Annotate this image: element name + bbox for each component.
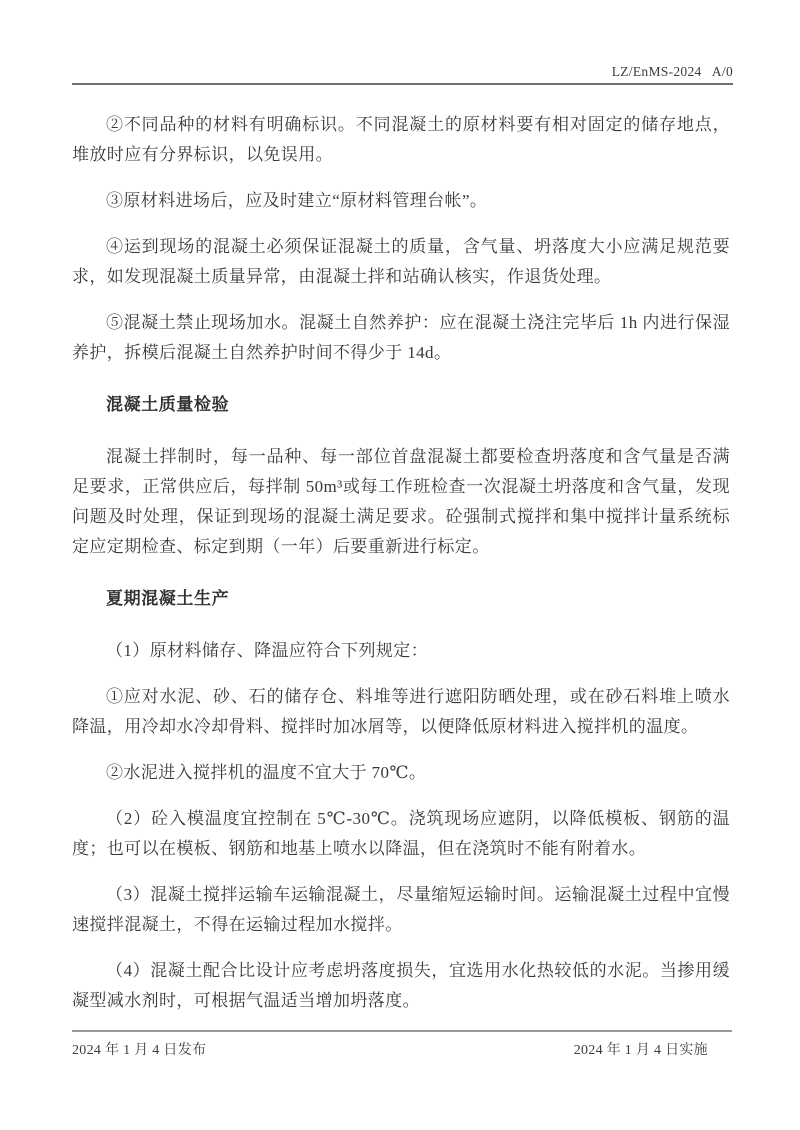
paragraph-storage-cooling-intro: （1）原材料储存、降温应符合下列规定： xyxy=(106,641,429,660)
paragraph-mixing-inspection: 混凝土拌制时，每一品种、每一部位首盘混凝土都要检查坍落度和含气量是否满足要求，正常供应后，每拌制 50m³或每工作班检查一次混凝土坍落度和含气量，发现问题及时处理，保证到现场的混凝土满足要求。砼强制式搅拌和集中搅拌计量系统标定应定期检查、标定到期（一年）后要重新进行标定。 xyxy=(72,447,730,556)
paragraph-delivery-quality: ④运到现场的混凝土必须保证混凝土的质量，含气量、坍落度大小应满足规范要求，如发现混凝土质量异常，由混凝土拌和站确认核实，作退货处理。 xyxy=(72,237,730,286)
document-code: LZ/EnMS-2024 A/0 xyxy=(611,64,733,79)
document-body xyxy=(72,85,730,1016)
heading-summer-concrete-production: 夏期混凝土生产 xyxy=(106,589,230,608)
paragraph-mold-temperature: （2）砼入模温度宜控制在 5℃-30℃。浇筑现场应遮阴，以降低模板、钢筋的温度；也可以在模板、钢筋和地基上喷水以降温，但在浇筑时不能有附着水。 xyxy=(72,809,730,858)
implement-date: 2024 年 1 月 4 日实施 xyxy=(573,1043,708,1058)
paragraph-material-marking: ②不同品种的材料有明确标识。不同混凝土的原材料要有相对固定的储存地点，堆放时应有分界标识，以免误用。 xyxy=(72,115,730,164)
document-header xyxy=(72,0,733,85)
paragraph-transport-rules: （3）混凝土搅拌运输车运输混凝土，尽量缩短运输时间。运输混凝土过程中宜慢速搅拌混凝土，不得在运输过程加水搅拌。 xyxy=(72,885,730,934)
paragraph-shading-cooling: ①应对水泥、砂、石的储存仓、料堆等进行遮阳防晒处理，或在砂石料堆上喷水降温，用冷却水冷却骨料、搅拌时加冰屑等，以便降低原材料进入搅拌机的温度。 xyxy=(72,687,730,736)
footer-dates xyxy=(72,1032,732,1059)
paragraph-material-ledger: ③原材料进场后，应及时建立“原材料管理台帐”。 xyxy=(106,191,488,210)
paragraph-mix-design: （4）混凝土配合比设计应考虑坍落度损失，宜选用水化热较低的水泥。当掺用缓凝型减水剂时，可根据气温适当增加坍落度。 xyxy=(72,961,730,1010)
release-date: 2024 年 1 月 4 日发布 xyxy=(72,1043,207,1058)
paragraph-curing-rules: ⑤混凝土禁止现场加水。混凝土自然养护：应在混凝土浇注完毕后 1h 内进行保湿养护，拆模后混凝土自然养护时间不得少于 14d。 xyxy=(72,313,730,362)
paragraph-cement-temperature: ②水泥进入搅拌机的温度不宜大于 70℃。 xyxy=(106,763,427,782)
heading-concrete-quality-inspection: 混凝土质量检验 xyxy=(106,395,230,414)
document-footer xyxy=(72,1030,732,1059)
